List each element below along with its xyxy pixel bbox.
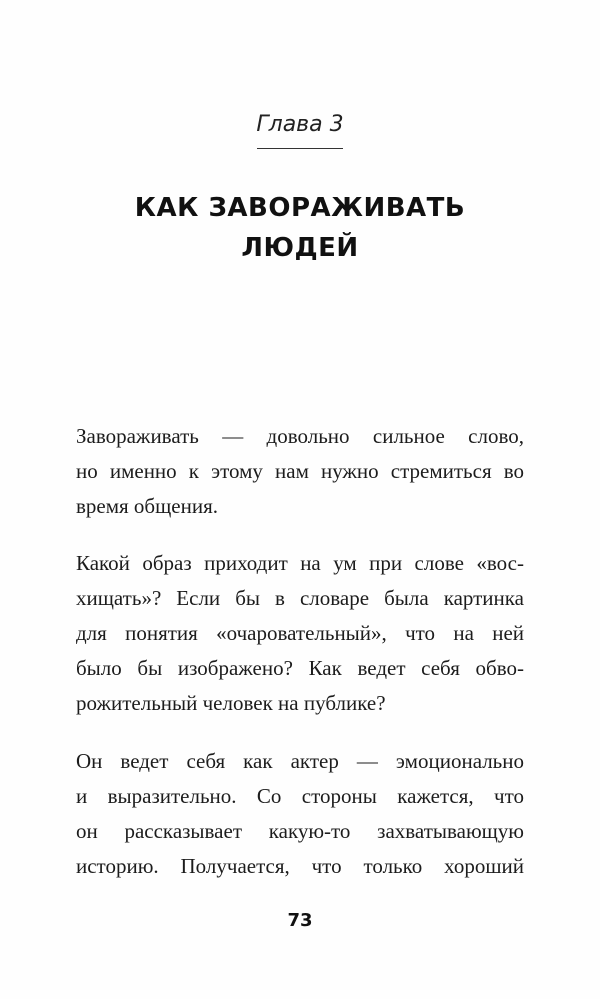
paragraph-line: Он ведет себя как актер — эмоционально — [76, 749, 524, 773]
paragraph-line: хищать»? Если бы в словаре была картинка — [76, 586, 524, 610]
paragraph-line: Какой образ приходит на ум при слове «вос- — [76, 551, 524, 575]
chapter-label: Глава 3 — [256, 112, 344, 137]
paragraph-line: время общения. — [76, 494, 218, 518]
paragraph-line: Завораживать — довольно сильное слово, — [76, 424, 524, 448]
paragraph-1 — [76, 419, 524, 524]
paragraph-line: историю. Получается, что только хороший — [76, 854, 524, 878]
paragraph-2 — [76, 546, 524, 721]
page-number: 73 — [287, 910, 313, 931]
paragraph-line: но именно к этому нам нужно стремиться во — [76, 459, 524, 483]
paragraph-line: и выразительно. Со стороны кажется, что — [76, 784, 524, 808]
chapter-title-line: КАК ЗАВОРАЖИВАТЬ — [134, 193, 466, 223]
paragraph-line: рожительный человек на публике? — [76, 691, 386, 715]
paragraph-line: было бы изображено? Как ведет себя обво- — [76, 656, 524, 680]
paragraph-line: он рассказывает какую-то захватывающую — [76, 819, 524, 843]
chapter-title — [0, 188, 600, 268]
paragraph-line: для понятия «очаровательный», что на ней — [76, 621, 524, 645]
chapter-label-underline — [257, 148, 343, 149]
paragraph-3 — [76, 744, 524, 884]
chapter-title-line: ЛЮДЕЙ — [241, 233, 359, 263]
